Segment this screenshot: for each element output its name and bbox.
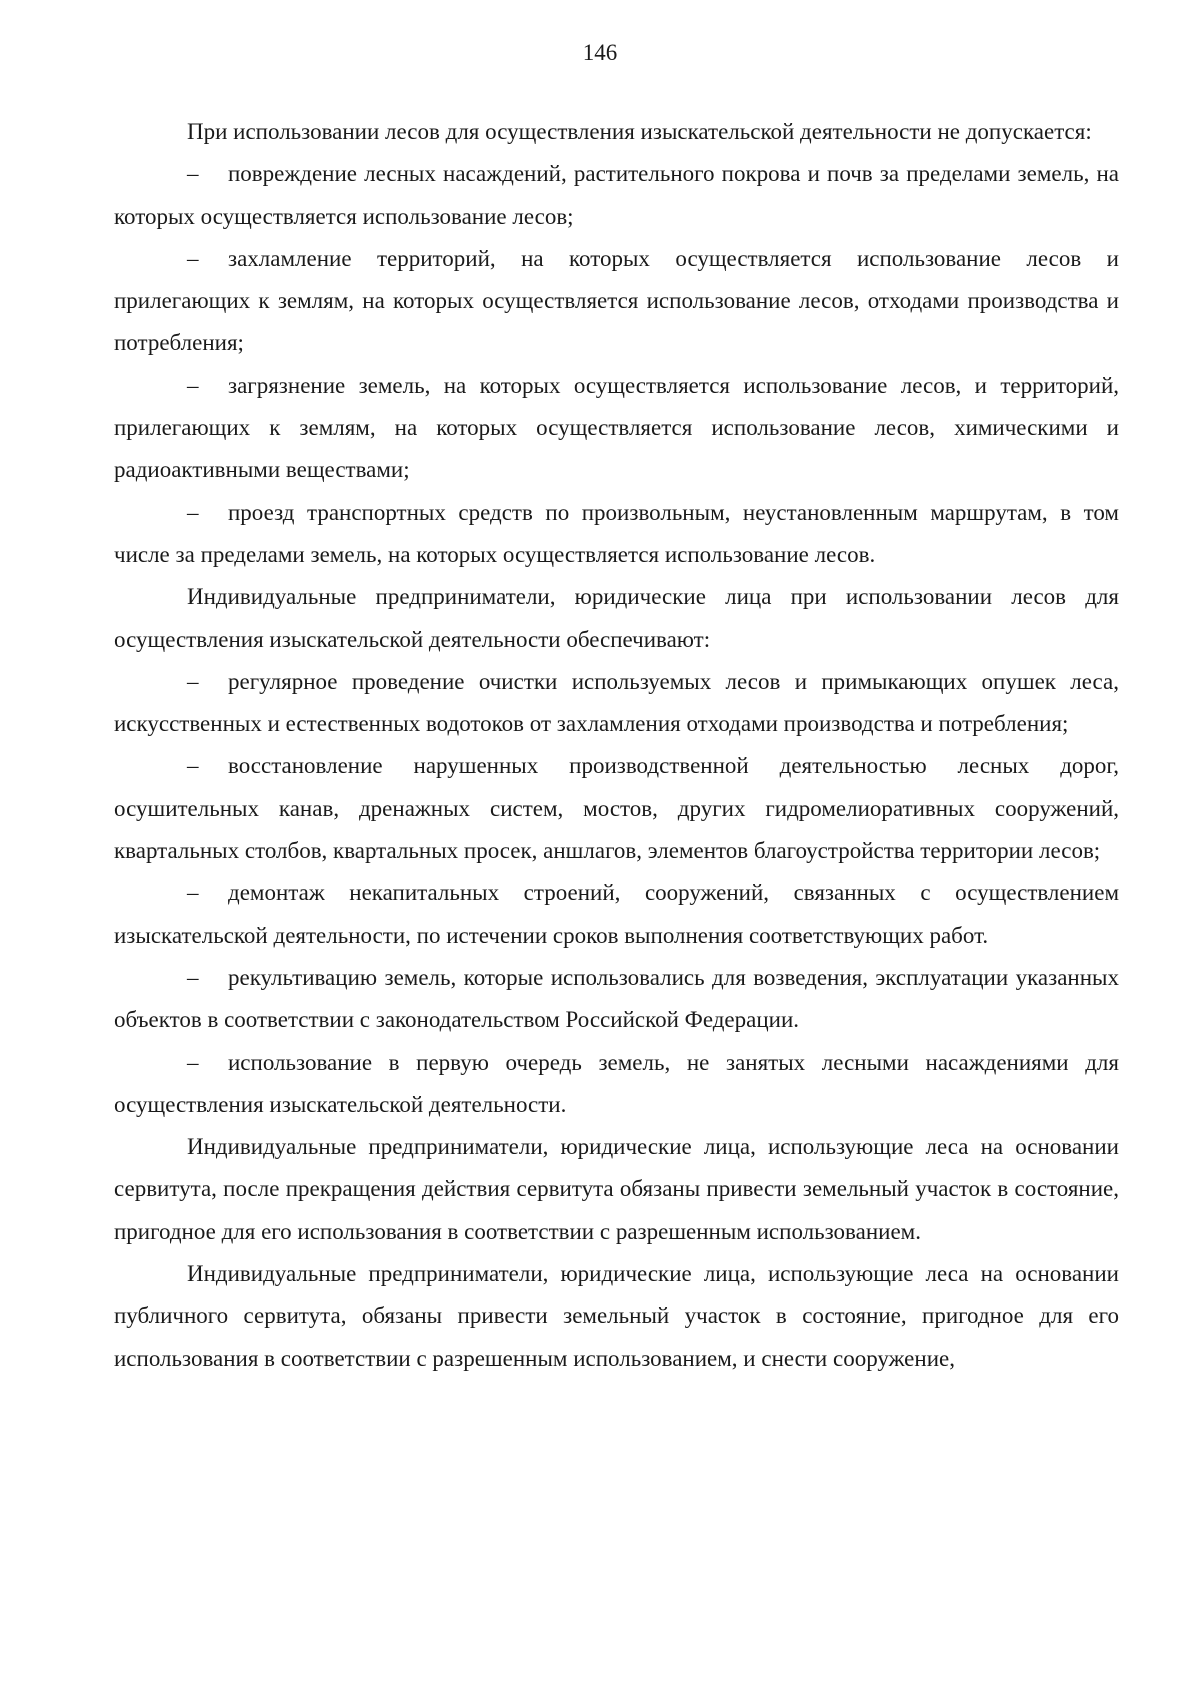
list-item-text: загрязнение земель, на которых осуществляется использование лесов, и территорий, прилегающих к землям, на которых осуществляется использование лесов, химическими и радиоактивными веществами; (114, 372, 1119, 483)
list-item-text: регулярное проведение очистки используемых лесов и примыкающих опушек леса, искусственных и естественных водотоков от захламления отходами производства и потребления; (114, 668, 1119, 737)
dash-marker: – (187, 964, 199, 990)
list-item-text: повреждение лесных насаждений, растительного покрова и почв за пределами земель, на которых осуществляется использование лесов; (114, 161, 1119, 229)
list-item (114, 872, 1119, 957)
page-number: 146 (582, 40, 618, 65)
document-body (114, 111, 1119, 1380)
dash-marker: – (187, 753, 199, 779)
dash-marker: – (187, 245, 199, 271)
paragraph: Индивидуальные предприниматели, юридические лица, использующие леса на основании сервитута, после прекращения действия сервитута обязаны привести земельный участок в состояние, пригодное для его использования в соответствии с разрешенным использованием. (114, 1134, 1119, 1244)
dash-marker: – (187, 499, 199, 525)
dash-marker: – (187, 668, 199, 694)
list-item (114, 153, 1119, 238)
list-item (114, 365, 1119, 492)
dash-marker: – (187, 372, 199, 398)
list-item-text: проезд транспортных средств по произвольным, неустановленным маршрутам, в том числе за пределами земель, на которых осуществляется использование лесов. (114, 499, 1119, 567)
list-item (114, 1042, 1119, 1127)
dash-marker: – (187, 161, 199, 187)
list-item (114, 745, 1119, 872)
list-item (114, 957, 1119, 1042)
dash-marker: – (187, 1049, 199, 1075)
list-item-text: использование в первую очередь земель, не занятых лесными насаждениями для осуществления изыскательской деятельности. (114, 1049, 1119, 1117)
dash-marker: – (187, 880, 199, 906)
paragraph: Индивидуальные предприниматели, юридические лица, использующие леса на основании публичного сервитута, обязаны привести земельный участок в состояние, пригодное для его использования в соответствии с разрешенным использованием, и снести сооружение, (114, 1261, 1119, 1371)
list-item (114, 238, 1119, 365)
paragraph: Индивидуальные предприниматели, юридические лица при использовании лесов для осуществления изыскательской деятельности обеспечивают: (114, 584, 1119, 652)
paragraph: При использовании лесов для осуществления изыскательской деятельности не допускается: (187, 119, 1092, 144)
list-item-text: демонтаж некапитальных строений, сооружений, связанных с осуществлением изыскательской деятельности, по истечении сроков выполнения соответствующих работ. (114, 880, 1119, 948)
list-item-text: восстановление нарушенных производственной деятельностью лесных дорог, осушительных канав, дренажных систем, мостов, других гидромелиоративных сооружений, квартальных столбов, квартальных просек, аншлагов, элементов благоустройства территории лесов; (114, 753, 1119, 864)
list-item-text: рекультивацию земель, которые использовались для возведения, эксплуатации указанных объектов в соответствии с законодательством Российской Федерации. (114, 964, 1119, 1033)
list-item (114, 661, 1119, 746)
list-item (114, 492, 1119, 577)
list-item-text: захламление территорий, на которых осуществляется использование лесов и прилегающих к землям, на которых осуществляется использование лесов, отходами производства и потребления; (114, 245, 1119, 356)
